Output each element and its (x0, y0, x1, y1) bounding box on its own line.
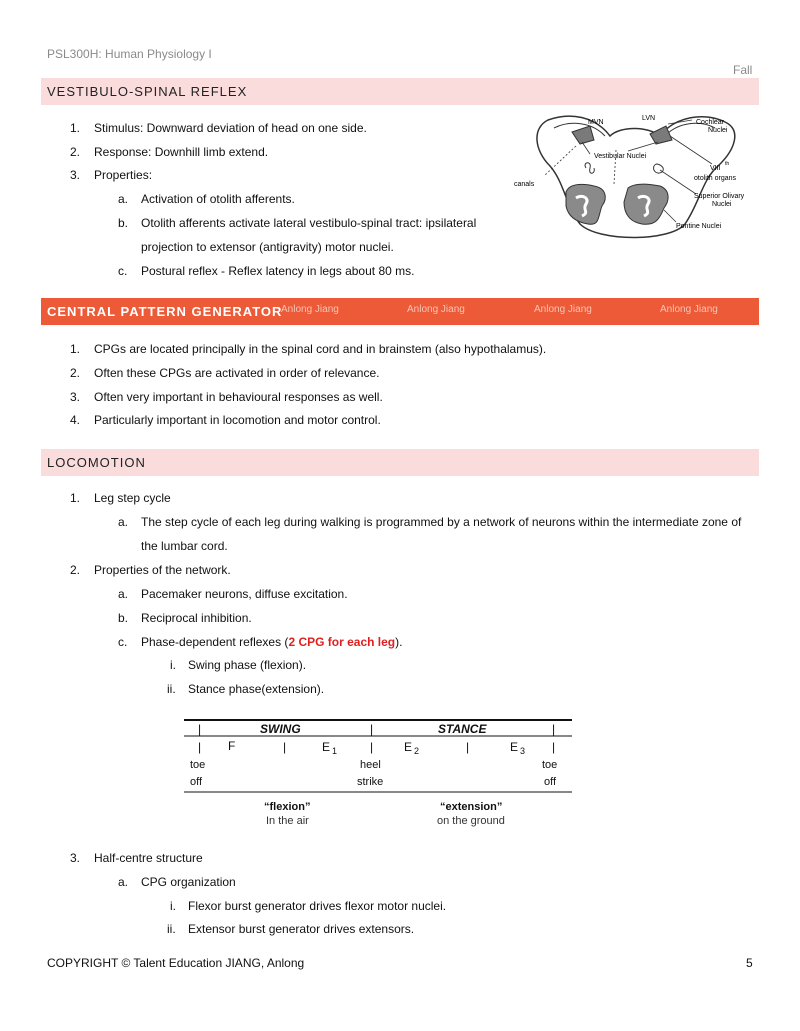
watermark: Anlong Jiang (281, 304, 339, 315)
list-item: Properties of the network. (94, 563, 231, 577)
cochlear-label-2: Nuclei (708, 127, 728, 134)
list-number: 4. (70, 413, 81, 427)
toe-label-left: toe (190, 759, 206, 771)
list-number: 1. (70, 491, 81, 505)
swing-label: SWING (260, 722, 301, 736)
superior-olivary-label-2: Nuclei (712, 201, 732, 208)
list-item-continued: projection to extensor (antigravity) motor nuclei. (141, 240, 394, 254)
list-item: Properties: (94, 168, 153, 182)
flexion-sublabel: In the air (266, 815, 309, 827)
mvn-label: MVN (588, 119, 604, 126)
list-item: Postural reflex - Reflex latency in legs about 80 ms. (141, 264, 415, 278)
divider-mark: | (198, 740, 202, 754)
list-roman: ii. (167, 922, 176, 936)
pontine-label: Pontine Nuclei (676, 223, 722, 230)
list-item: Otolith afferents activate lateral vestibulo-spinal tract: ipsilateral (141, 216, 477, 230)
list-item: Activation of otolith afferents. (141, 192, 295, 206)
list-letter: b. (118, 216, 129, 230)
list-letter: a. (118, 875, 129, 889)
section-title: CENTRAL PATTERN GENERATOR (47, 304, 283, 319)
list-roman: ii. (167, 682, 176, 696)
page-number: 5 (746, 956, 753, 970)
strike-label: strike (357, 776, 384, 788)
watermark: Anlong Jiang (660, 304, 718, 315)
watermark: Anlong Jiang (407, 304, 465, 315)
divider-mark: | (370, 740, 374, 754)
text-fragment: Phase-dependent reflexes ( (141, 635, 289, 649)
e3-phase-label: E (510, 740, 519, 754)
cochlear-label-1: Cochlear (696, 119, 725, 126)
off-label-left: off (190, 776, 203, 788)
list-number: 3. (70, 851, 81, 865)
off-label-right: off (544, 776, 557, 788)
list-item: Stance phase(extension). (188, 682, 325, 696)
e1-subscript: 1 (332, 746, 338, 756)
list-letter: a. (118, 192, 129, 206)
divider-mark: | (552, 722, 556, 736)
list-letter: b. (118, 611, 129, 625)
e3-subscript: 3 (520, 746, 526, 756)
stance-label: STANCE (438, 722, 487, 736)
brainstem-figure (510, 106, 760, 252)
list-number: 2. (70, 366, 81, 380)
text-fragment: ). (395, 635, 403, 649)
list-letter: a. (118, 515, 129, 529)
section-band-vestibulo (41, 78, 759, 105)
list-roman: i. (170, 899, 176, 913)
heel-label: heel (360, 759, 381, 771)
copyright-footer: COPYRIGHT © Talent Education JIANG, Anlong (47, 956, 305, 970)
divider-mark: | (552, 740, 556, 754)
vestibular-nuclei-label: Vestibular Nuclei (594, 153, 647, 160)
list-item: Often these CPGs are activated in order of relevance. (94, 366, 380, 380)
list-letter: a. (118, 587, 129, 601)
list-item: Stimulus: Downward deviation of head on one side. (94, 121, 367, 135)
list-item: Reciprocal inhibition. (141, 611, 252, 625)
section-title: LOCOMOTION (47, 455, 146, 470)
divider-mark: | (370, 722, 374, 736)
e1-phase-label: E (322, 740, 331, 754)
list-item: Leg step cycle (94, 491, 171, 505)
term-label: Fall (733, 63, 753, 77)
list-letter: c. (118, 264, 128, 278)
list-item: CPGs are located principally in the spinal cord and in brainstem (also hypothalamus). (94, 342, 547, 356)
list-number: 2. (70, 145, 81, 159)
section-band-cpg (41, 298, 759, 325)
list-item: Pacemaker neurons, diffuse excitation. (141, 587, 348, 601)
step-cycle-diagram (180, 718, 574, 830)
list-number: 1. (70, 342, 81, 356)
section-band-locomotion (41, 449, 759, 476)
list-number: 3. (70, 168, 81, 182)
viii-label: VIII (710, 165, 721, 172)
list-item: Extensor burst generator drives extensors. (188, 922, 415, 936)
e2-phase-label: E (404, 740, 413, 754)
e2-subscript: 2 (414, 746, 420, 756)
viii-superscript: th (725, 161, 730, 167)
superior-olivary-label-1: Superior Olivary (694, 193, 745, 200)
extension-label: “extension” (440, 801, 503, 813)
list-item (141, 635, 402, 649)
list-number: 1. (70, 121, 81, 135)
divider-mark: | (283, 740, 287, 754)
list-item: Particularly important in locomotion and motor control. (94, 413, 381, 427)
section-title: VESTIBULO-SPINAL REFLEX (47, 84, 248, 99)
divider-mark: | (466, 740, 470, 754)
list-item: The step cycle of each leg during walking is programmed by a network of neurons within the intermediate zone of (141, 515, 742, 529)
list-item: Response: Downhill limb extend. (94, 145, 269, 159)
list-roman: i. (170, 658, 176, 672)
list-letter: c. (118, 635, 128, 649)
f-phase-label: F (228, 739, 236, 753)
course-header: PSL300H: Human Physiology I (47, 47, 212, 61)
list-item: Often very important in behavioural responses as well. (94, 390, 383, 404)
flexion-label: “flexion” (264, 801, 311, 813)
list-item: Swing phase (flexion). (188, 658, 307, 672)
divider-mark: | (198, 722, 202, 736)
list-item: CPG organization (141, 875, 236, 889)
list-item: Flexor burst generator drives flexor motor nuclei. (188, 899, 447, 913)
highlight-text: 2 CPG for each leg (288, 635, 396, 649)
list-item-continued: the lumbar cord. (141, 539, 228, 553)
list-number: 3. (70, 390, 81, 404)
list-item: Half-centre structure (94, 851, 203, 865)
watermark: Anlong Jiang (534, 304, 592, 315)
list-number: 2. (70, 563, 81, 577)
otolith-label: otolith organs (694, 175, 737, 182)
extension-sublabel: on the ground (437, 815, 505, 827)
canals-label: canals (514, 181, 535, 188)
toe-label-right: toe (542, 759, 558, 771)
lvn-label: LVN (642, 115, 656, 122)
